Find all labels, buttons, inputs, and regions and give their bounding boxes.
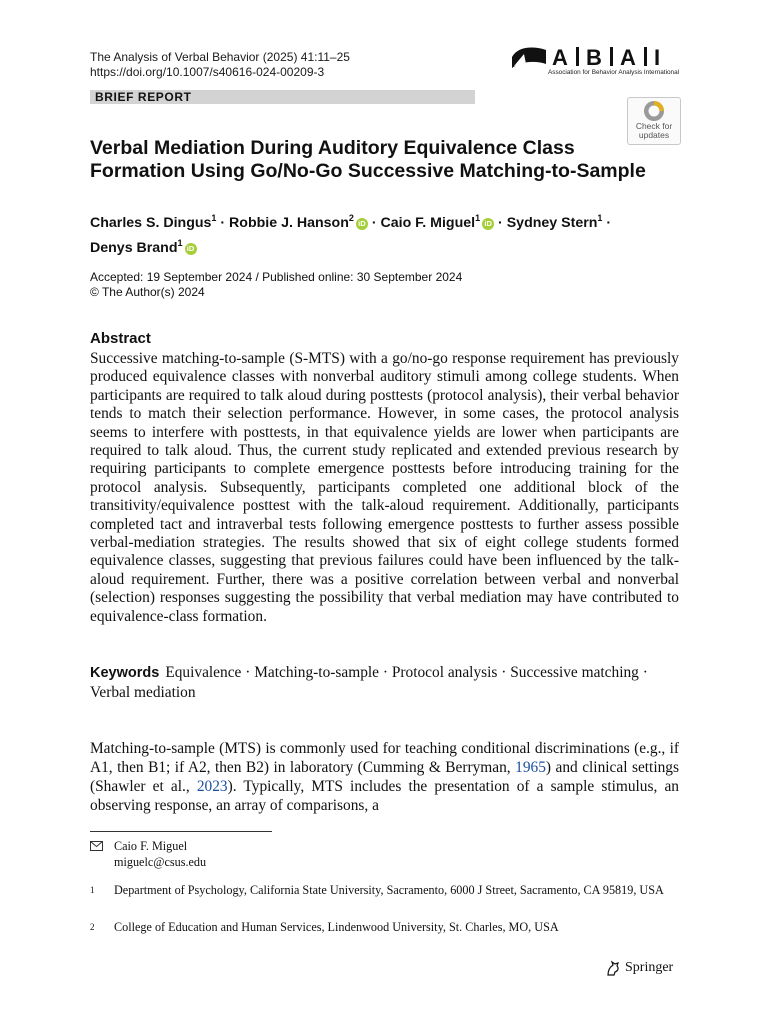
keywords-text: Equivalence · Matching-to-sample · Protocol analysis · Successive matching · Verbal mediation — [90, 664, 648, 701]
article-title — [90, 137, 650, 183]
orcid-icon[interactable]: iD — [356, 218, 368, 230]
orcid-icon[interactable]: iD — [185, 243, 197, 255]
contact-name: Caio F. Miguel — [114, 839, 188, 853]
orcid-icon[interactable]: iD — [482, 218, 494, 230]
author-affiliation: 1 — [597, 213, 603, 223]
check-for-updates-text: Check for updates — [635, 121, 673, 140]
footnote-divider — [90, 831, 272, 832]
intro-paragraph: Matching-to-sample (MTS) is commonly used for teaching conditional discriminations (e.g., if A1, then B1; if A2, then B2) in laboratory (Cumming & Berryman, 1965) and clinical settings (Shawler et al., 2023). Typically, MTS includes the presentation of a sample stimulus, an observing response, an array of comparisons, a — [90, 740, 679, 814]
corresponding-author — [114, 838, 206, 870]
keywords-block — [90, 663, 679, 702]
copyright-notice: © The Author(s) 2024 — [90, 285, 205, 299]
envelope-icon — [90, 841, 103, 851]
keywords-heading: Keywords — [90, 665, 160, 681]
doi-link[interactable]: https://doi.org/10.1007/s40616-024-00209-3 — [90, 65, 325, 79]
abai-letter: A — [620, 45, 636, 70]
affiliation-text: Department of Psychology, California State University, Sacramento, 6000 J Street, Sacramento, CA 95819, USA — [114, 883, 664, 897]
author-name: Robbie J. Hanson — [229, 215, 349, 231]
affiliation-number: 1 — [90, 885, 95, 895]
author-name: Sydney Stern — [506, 215, 598, 231]
affiliation-text: College of Education and Human Services, Lindenwood University, St. Charles, MO, USA — [114, 920, 559, 934]
accepted-published-date: Accepted: 19 September 2024 / Published online: 30 September 2024 — [90, 270, 463, 284]
abai-letters — [552, 45, 660, 70]
title-line: Formation Using Go/No-Go Successive Matching-to-Sample — [90, 160, 646, 182]
contact-email[interactable]: miguelc@csus.edu — [114, 855, 207, 869]
author-name: Caio F. Miguel — [380, 215, 476, 231]
abai-mark-icon — [512, 48, 546, 68]
author-affiliation: 1 — [211, 213, 217, 223]
author-name: Denys Brand — [90, 240, 178, 256]
author-list: Charles S. Dingus$^1$ · Robbie J. Hanson$^2$iD · Caio F. Miguel$^1$iD · Sydney Stern$^1$ · Denys Brand$^1$iD — [90, 213, 612, 256]
abai-subtitle: Association for Behavior Analysis International — [548, 69, 680, 76]
abstract-heading: Abstract — [90, 330, 151, 347]
affiliation-number: 2 — [90, 922, 95, 932]
abstract-text: Successive matching-to-sample (S-MTS) with a go/no-go response requirement has previously produced equivalence classes with nonverbal auditory stimuli among college students. When participants are required to talk aloud during posttests (protocol analysis), their verbal behavior tends to match their selection performance. However, in some cases, the protocol analysis seems to interfere with posttests, in that equivalence yields are lower when participants are required to talk aloud. Thus, the current study replicated and extended previous research by requiring participants to complete emergence posttests before introducing training for the protocol analysis. Subsequently, participants completed one additional block of the transitivity/equivalence posttest with the talk-aloud requirement. Additionally, participants completed tact and intraverbal tests following emergence posttests to further assess possible verbal-mediation strategies. The results showed that six of eight college students formed equivalence classes, suggesting that previous failures could have been influenced by the talk-aloud requirement. Further, there was a positive correlation between verbal and nonverbal (selection) responses suggesting the possibility that verbal mediation may have contributed to equivalence-class formation. — [90, 350, 679, 625]
article-type-label: BRIEF REPORT — [95, 90, 192, 104]
abai-letter: A — [552, 45, 568, 70]
author-affiliation: 1 — [475, 213, 481, 223]
author-name: Charles S. Dingus — [90, 215, 212, 231]
publication-dates — [90, 270, 462, 300]
springer-horse-icon — [605, 960, 621, 977]
citation-link[interactable]: 2023 — [196, 778, 228, 795]
citation-link[interactable]: 1965 — [515, 759, 546, 776]
abai-letter: I — [654, 45, 661, 70]
journal-citation: The Analysis of Verbal Behavior (2025) 41:11–25 — [90, 50, 350, 64]
abai-letter: B — [586, 45, 602, 70]
springer-publisher: Springer — [625, 960, 674, 975]
title-line: Verbal Mediation During Auditory Equivalence Class — [90, 137, 575, 159]
author-affiliation: 2 — [348, 213, 354, 223]
author-affiliation: 1 — [177, 238, 183, 248]
